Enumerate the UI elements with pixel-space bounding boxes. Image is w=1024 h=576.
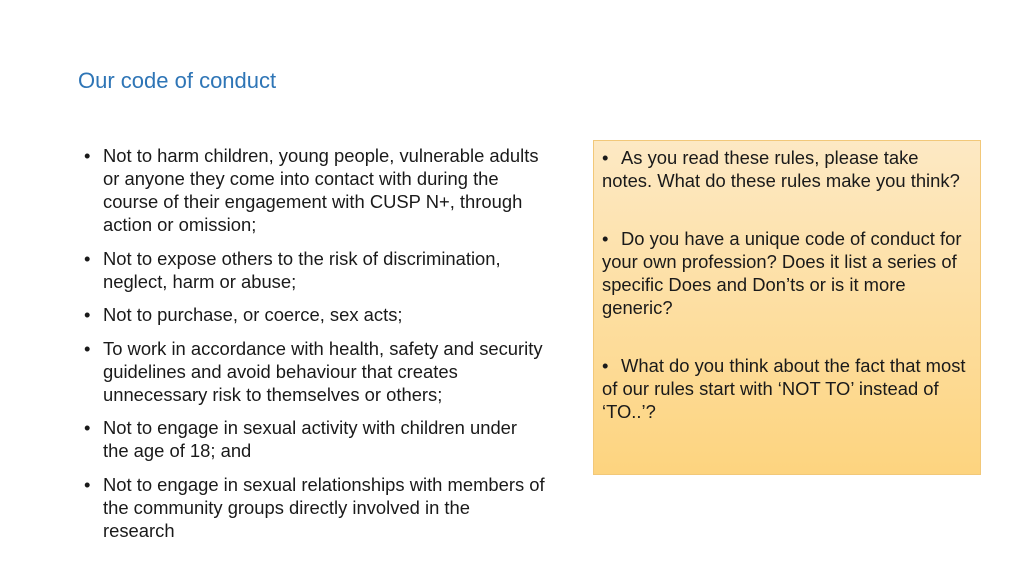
list-item <box>84 144 546 236</box>
reflection-prompt <box>602 227 972 319</box>
list-item-text: Not to purchase, or coerce, sex acts; <box>103 304 403 325</box>
list-item <box>84 303 546 326</box>
bullet-icon: • <box>602 147 609 168</box>
list-item-text: Not to harm children, young people, vulnerable adults or anyone they come into contact with during the course of their engagement with CUSP N+, through action or omission; <box>103 145 539 235</box>
bullet-icon: • <box>84 473 91 495</box>
bullet-icon: • <box>602 355 609 376</box>
list-item-text: Not to engage in sexual activity with children under the age of 18; and <box>103 417 518 461</box>
slide-title: Our code of conduct <box>78 68 277 93</box>
list-item <box>84 247 546 293</box>
bullet-icon: • <box>84 247 91 269</box>
reflection-prompt-text: Do you have a unique code of conduct for your own profession? Does it list a series of specific Does and Don’ts or is it more generic? <box>602 228 962 318</box>
list-item-text: Not to engage in sexual relationships with members of the community groups directly involved in the research <box>103 473 545 541</box>
list-item-text: Not to expose others to the risk of discrimination, neglect, harm or abuse; <box>103 247 501 292</box>
list-item <box>84 337 546 406</box>
list-item-text: To work in accordance with health, safety and security guidelines and avoid behaviour that creates unnecessary risk to themselves or others; <box>103 337 543 405</box>
bullet-icon: • <box>84 145 91 166</box>
bullet-icon: • <box>84 337 91 359</box>
reflection-prompt <box>602 354 972 423</box>
list-item <box>84 473 546 542</box>
reflection-prompt-text: What do you think about the fact that most of our rules start with ‘NOT TO’ instead of ‘TO..’? <box>602 355 966 422</box>
bullet-icon: • <box>84 304 91 325</box>
reflection-prompt-text: As you read these rules, please take notes. What do these rules make you think? <box>602 147 960 191</box>
reflection-prompt <box>602 146 972 192</box>
bullet-icon: • <box>602 228 609 249</box>
reflection-box <box>593 140 981 475</box>
code-of-conduct-list <box>84 144 546 552</box>
list-item <box>84 416 546 462</box>
bullet-icon: • <box>84 417 91 438</box>
